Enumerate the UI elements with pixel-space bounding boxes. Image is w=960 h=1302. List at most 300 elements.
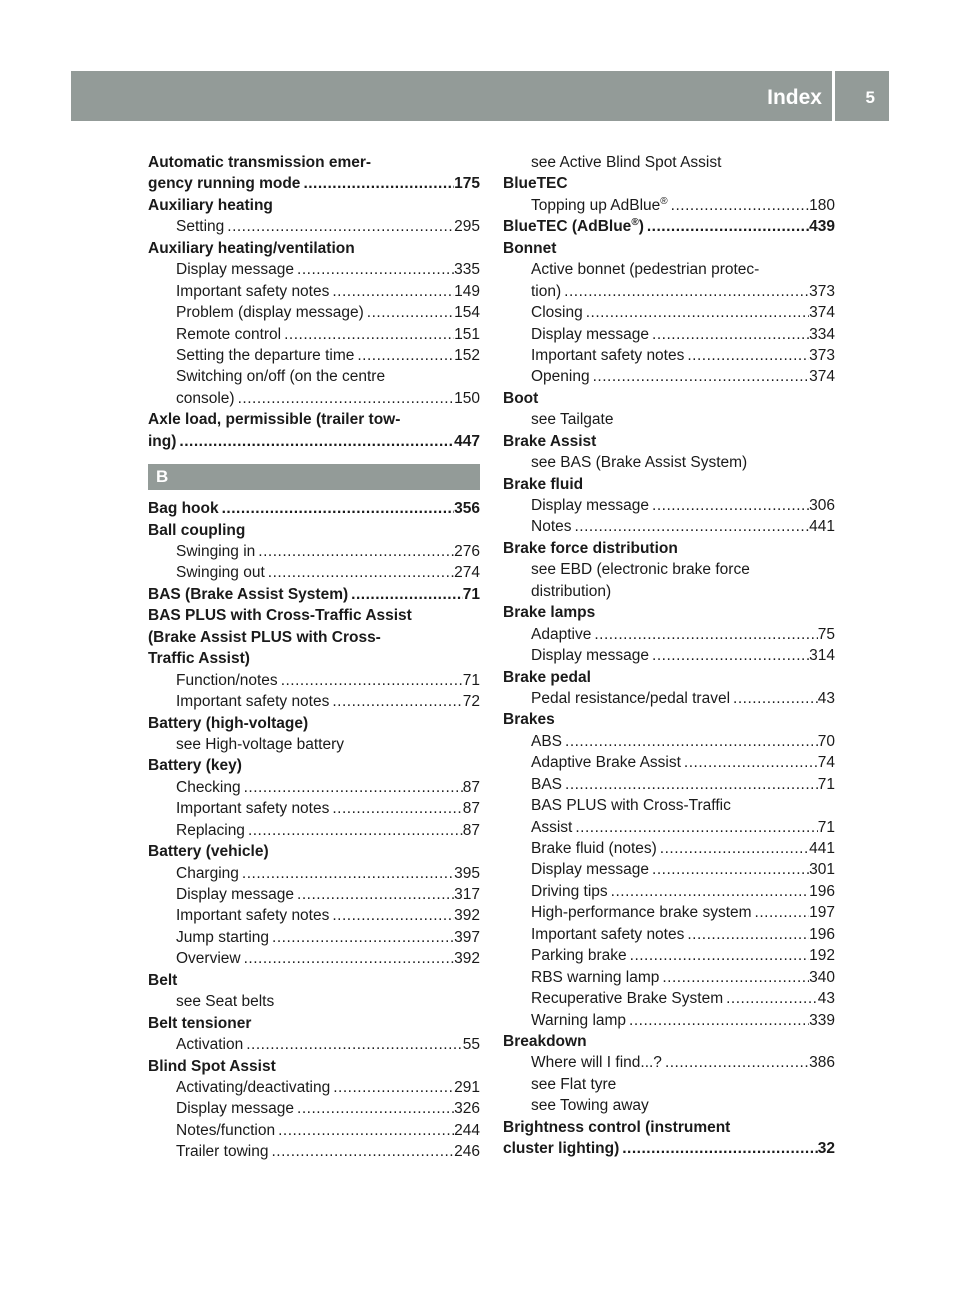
entry-text xyxy=(531,774,562,795)
index-subentry[interactable] xyxy=(503,688,835,709)
entry-label: Warning lamp xyxy=(531,1011,627,1029)
entry-label: Belt tensioner xyxy=(148,1014,252,1032)
index-subentry[interactable] xyxy=(503,516,835,537)
entry-text xyxy=(531,1052,662,1073)
index-subentry xyxy=(148,366,480,387)
entry-text xyxy=(531,195,668,216)
page-reference[interactable]: 340 xyxy=(809,968,835,986)
index-keyword xyxy=(148,841,480,862)
entry-text xyxy=(176,541,255,562)
index-subentry[interactable] xyxy=(503,838,835,859)
page-reference[interactable]: 301 xyxy=(809,861,835,879)
entry-label: see Seat belts xyxy=(176,993,275,1011)
entry-label: see Tailgate xyxy=(531,411,614,429)
index-keyword xyxy=(148,713,480,734)
index-subentry[interactable] xyxy=(148,216,480,237)
entry-text xyxy=(176,798,329,819)
entry-label: Display message xyxy=(531,325,650,343)
entry-text xyxy=(503,433,596,450)
dot-leader xyxy=(590,366,810,387)
index-keyword xyxy=(503,238,835,259)
entry-label: Remote control xyxy=(176,325,282,343)
dot-leader xyxy=(281,324,454,345)
index-keyword[interactable] xyxy=(148,498,480,519)
page-reference[interactable]: 439 xyxy=(809,218,835,236)
index-subentry[interactable] xyxy=(503,967,835,988)
page-reference[interactable]: 339 xyxy=(809,1011,835,1029)
page-reference[interactable]: 374 xyxy=(809,304,835,322)
entry-label: Setting the departure time xyxy=(176,346,355,364)
index-subentry[interactable] xyxy=(148,388,480,409)
index-subentry[interactable] xyxy=(503,752,835,773)
page-reference[interactable]: 151 xyxy=(454,325,480,343)
page-reference[interactable]: 334 xyxy=(809,325,835,343)
entry-text xyxy=(148,607,412,624)
page-reference[interactable]: 87 xyxy=(462,800,480,818)
entry-label: BlueTEC xyxy=(503,175,568,193)
dot-leader xyxy=(330,1077,454,1098)
entry-label: Notes xyxy=(531,518,572,536)
registered-mark: ® xyxy=(631,217,639,229)
index-keyword[interactable] xyxy=(503,216,835,237)
page-reference[interactable]: 447 xyxy=(454,432,480,450)
entry-text xyxy=(176,777,241,798)
dot-leader xyxy=(219,498,455,519)
entry-text xyxy=(531,1010,626,1031)
index-subentry xyxy=(503,581,835,602)
index-keyword xyxy=(148,970,480,991)
index-subentry[interactable] xyxy=(148,281,480,302)
entry-text xyxy=(176,820,245,841)
entry-label: Brightness control (instrument xyxy=(503,1118,731,1136)
entry-text xyxy=(503,711,555,728)
entry-label: Display message xyxy=(176,886,295,903)
index-subentry[interactable] xyxy=(503,345,835,366)
index-subentry[interactable] xyxy=(148,777,480,798)
entry-text xyxy=(531,1076,616,1093)
index-subentry[interactable] xyxy=(503,731,835,752)
index-subentry xyxy=(503,152,835,173)
page-reference[interactable]: 392 xyxy=(454,907,480,925)
page-reference[interactable]: 335 xyxy=(454,261,480,279)
entry-text xyxy=(176,1034,243,1055)
index-subentry xyxy=(503,1095,835,1116)
page-reference[interactable]: 197 xyxy=(809,904,835,922)
index-subentry[interactable] xyxy=(503,195,835,216)
entry-label: ing) xyxy=(148,432,177,450)
entry-label: Problem (display message) xyxy=(176,304,364,322)
entry-text xyxy=(176,670,278,691)
index-subentry[interactable] xyxy=(503,859,835,880)
entry-label: RBS warning lamp xyxy=(531,968,660,986)
page-reference[interactable]: 71 xyxy=(817,818,835,836)
page-reference[interactable]: 55 xyxy=(462,1036,480,1054)
page-reference[interactable]: 196 xyxy=(809,925,835,943)
entry-text xyxy=(148,843,269,860)
entry-label: Breakdown xyxy=(503,1032,587,1050)
dot-leader xyxy=(668,195,809,216)
index-subentry[interactable] xyxy=(503,817,835,838)
entry-label: console) xyxy=(176,389,235,407)
page-reference[interactable]: 276 xyxy=(454,543,480,560)
index-subentry xyxy=(503,259,835,280)
entry-label: Overview xyxy=(176,950,241,968)
index-subentry[interactable] xyxy=(503,881,835,902)
entry-label: Function/notes xyxy=(176,671,278,689)
page-reference[interactable]: 274 xyxy=(454,564,480,582)
page-title: Index xyxy=(767,86,822,109)
entry-text xyxy=(531,495,649,516)
page-reference[interactable]: 43 xyxy=(817,990,835,1008)
page-reference[interactable]: 87 xyxy=(462,821,480,839)
dot-leader xyxy=(255,541,454,562)
page-reference[interactable]: 246 xyxy=(454,1143,480,1161)
entry-label: see BAS (Brake Assist System) xyxy=(531,454,748,472)
index-subentry[interactable] xyxy=(148,905,480,926)
page-header xyxy=(71,71,889,121)
dot-leader xyxy=(294,1098,454,1119)
entry-label: Closing xyxy=(531,304,583,322)
entry-label: Activating/deactivating xyxy=(176,1078,331,1096)
entry-text xyxy=(176,216,224,237)
index-keyword xyxy=(148,1056,480,1077)
dot-leader xyxy=(591,624,817,645)
page-reference[interactable]: 441 xyxy=(809,518,835,536)
index-subentry[interactable] xyxy=(148,884,480,905)
entry-text xyxy=(503,216,644,237)
index-subentry[interactable] xyxy=(503,624,835,645)
entry-text xyxy=(176,1141,268,1162)
registered-mark: ® xyxy=(660,195,668,207)
entry-label: Recuperative Brake System xyxy=(531,990,724,1008)
entry-text xyxy=(531,967,659,988)
index-keyword xyxy=(503,709,835,730)
entry-text xyxy=(176,884,294,905)
index-subentry[interactable] xyxy=(503,645,835,666)
page-reference[interactable]: 397 xyxy=(454,928,480,946)
dot-leader xyxy=(269,927,454,948)
page-reference[interactable]: 395 xyxy=(454,864,480,882)
dot-leader xyxy=(752,902,810,923)
index-keyword xyxy=(148,409,480,430)
dot-leader xyxy=(649,324,809,345)
index-subentry[interactable] xyxy=(503,924,835,945)
index-subentry[interactable] xyxy=(148,1098,480,1119)
page-reference[interactable]: 43 xyxy=(817,689,835,707)
index-subentry[interactable] xyxy=(148,324,480,345)
index-keyword xyxy=(148,1013,480,1034)
dot-leader xyxy=(583,302,809,323)
dot-leader xyxy=(681,752,818,773)
page-reference[interactable]: 72 xyxy=(462,693,480,711)
dot-leader xyxy=(294,884,454,905)
entry-label: Battery (vehicle) xyxy=(148,843,269,861)
index-subentry[interactable] xyxy=(503,1010,835,1031)
page-reference[interactable]: 71 xyxy=(462,585,480,603)
index-subentry[interactable] xyxy=(148,541,480,562)
entry-text xyxy=(531,561,750,578)
page-reference[interactable]: 70 xyxy=(817,732,835,750)
index-keyword xyxy=(503,1031,835,1052)
page-reference[interactable]: 71 xyxy=(462,671,480,689)
page-reference[interactable]: 356 xyxy=(454,500,480,518)
index-keyword xyxy=(503,1117,835,1138)
page-reference[interactable]: 306 xyxy=(809,497,835,514)
page-reference[interactable]: 152 xyxy=(454,346,480,364)
entry-text xyxy=(531,688,730,709)
page-reference[interactable]: 373 xyxy=(809,346,835,364)
entry-label: Important safety notes xyxy=(531,925,685,943)
entry-label: Active bonnet (pedestrian protec- xyxy=(531,261,760,279)
entry-text xyxy=(531,797,731,814)
index-subentry[interactable] xyxy=(148,302,480,323)
entry-text xyxy=(503,175,568,192)
dot-leader xyxy=(329,281,454,302)
entry-text xyxy=(148,411,400,428)
index-subentry[interactable] xyxy=(148,820,480,841)
entry-label: see EBD (electronic brake force xyxy=(531,561,750,579)
index-keyword xyxy=(148,648,480,669)
entry-label: Brake lamps xyxy=(503,604,596,622)
page-reference[interactable]: 192 xyxy=(809,947,835,965)
entry-label: Blind Spot Assist xyxy=(148,1057,276,1075)
entry-text xyxy=(531,302,583,323)
entry-text xyxy=(148,629,381,646)
entry-text xyxy=(531,366,590,387)
page-reference[interactable]: 374 xyxy=(809,368,835,386)
page-reference[interactable]: 244 xyxy=(454,1121,480,1139)
page-reference[interactable]: 314 xyxy=(809,647,835,665)
index-subentry[interactable] xyxy=(148,1077,480,1098)
index-keyword xyxy=(503,474,835,495)
entry-text xyxy=(176,905,329,926)
dot-leader xyxy=(572,817,817,838)
entry-label: Swinging in xyxy=(176,543,256,560)
entry-text xyxy=(176,1098,294,1119)
index-keyword[interactable] xyxy=(503,1138,835,1159)
entry-label: Traffic Assist) xyxy=(148,650,250,668)
index-keyword xyxy=(503,538,835,559)
entry-text xyxy=(531,281,561,302)
entry-text xyxy=(148,972,177,989)
entry-text xyxy=(176,863,239,884)
entry-text xyxy=(176,302,364,323)
index-subentry xyxy=(148,734,480,755)
index-subentry[interactable] xyxy=(148,259,480,280)
index-subentry[interactable] xyxy=(148,1141,480,1162)
index-subentry[interactable] xyxy=(503,988,835,1009)
entry-label: Axle load, permissible (trailer tow- xyxy=(148,411,401,429)
entry-text xyxy=(148,1015,251,1032)
dot-leader xyxy=(649,859,809,880)
index-subentry[interactable] xyxy=(148,562,480,583)
entry-text xyxy=(503,540,678,557)
dot-leader xyxy=(627,945,809,966)
index-subentry[interactable] xyxy=(503,281,835,302)
index-subentry[interactable] xyxy=(148,927,480,948)
index-subentry[interactable] xyxy=(503,902,835,923)
index-subentry[interactable] xyxy=(148,345,480,366)
entry-text xyxy=(148,715,308,732)
index-subentry[interactable] xyxy=(503,774,835,795)
index-subentry[interactable] xyxy=(503,1052,835,1073)
entry-label: Display message xyxy=(176,261,295,279)
entry-label: BAS PLUS with Cross-Traffic xyxy=(531,797,731,815)
page-reference[interactable]: 74 xyxy=(817,754,835,772)
index-subentry xyxy=(503,409,835,430)
dot-leader xyxy=(241,777,463,798)
entry-text xyxy=(176,562,265,583)
index-subentry[interactable] xyxy=(148,798,480,819)
entry-label: Brake fluid (notes) xyxy=(531,840,657,857)
dot-leader xyxy=(684,345,809,366)
index-subentry[interactable] xyxy=(148,1120,480,1141)
entry-label: Adaptive xyxy=(531,625,592,643)
entry-text xyxy=(176,281,329,302)
dot-leader xyxy=(649,645,809,666)
entry-label: Auxiliary heating xyxy=(148,196,273,214)
page-reference[interactable]: 150 xyxy=(454,389,480,407)
index-subentry[interactable] xyxy=(148,863,480,884)
entry-label: Opening xyxy=(531,368,590,386)
page-reference[interactable]: 87 xyxy=(462,778,480,796)
index-subentry xyxy=(148,991,480,1012)
entry-label: distribution) xyxy=(531,582,612,600)
entry-text xyxy=(148,650,250,667)
entry-text xyxy=(148,498,219,519)
entry-label: Display message xyxy=(531,647,650,665)
entry-label: Display message xyxy=(531,497,650,514)
index-keyword[interactable] xyxy=(148,431,480,452)
page-reference[interactable]: 175 xyxy=(454,175,480,193)
page-reference[interactable]: 75 xyxy=(817,625,835,643)
dot-leader xyxy=(662,1052,809,1073)
dot-leader xyxy=(300,173,454,194)
dot-leader xyxy=(657,838,809,859)
entry-label: Ball coupling xyxy=(148,521,246,539)
entry-text xyxy=(176,345,354,366)
entry-text xyxy=(148,197,273,214)
entry-text xyxy=(531,345,684,366)
entry-text xyxy=(148,240,355,257)
index-keyword xyxy=(148,755,480,776)
index-subentry[interactable] xyxy=(148,691,480,712)
entry-text xyxy=(531,411,613,428)
entry-label: Parking brake xyxy=(531,947,627,965)
entry-label: Driving tips xyxy=(531,882,608,900)
index-subentry[interactable] xyxy=(503,945,835,966)
page-reference[interactable]: 291 xyxy=(454,1078,480,1096)
dot-leader xyxy=(243,1034,463,1055)
page-reference[interactable]: 373 xyxy=(809,282,835,300)
entry-text xyxy=(176,368,385,385)
dot-leader xyxy=(275,1120,454,1141)
index-keyword xyxy=(148,152,480,173)
dot-leader xyxy=(723,988,818,1009)
entry-label: Display message xyxy=(531,861,650,879)
index-keyword xyxy=(148,520,480,541)
entry-label: Pedal resistance/pedal travel xyxy=(531,689,731,707)
entry-label: Important safety notes xyxy=(176,907,330,925)
index-keyword xyxy=(503,388,835,409)
entry-label-suffix: ) xyxy=(638,218,644,236)
entry-text xyxy=(503,604,595,621)
entry-text xyxy=(503,669,591,686)
page-reference[interactable]: 317 xyxy=(454,886,480,903)
entry-label: cluster lighting) xyxy=(503,1140,620,1158)
entry-text xyxy=(531,838,657,859)
entry-text xyxy=(176,927,269,948)
entry-text xyxy=(148,584,348,605)
entry-text xyxy=(176,1120,275,1141)
index-keyword xyxy=(148,238,480,259)
page-reference[interactable]: 326 xyxy=(454,1100,480,1118)
dot-leader xyxy=(562,731,818,752)
page-reference[interactable]: 295 xyxy=(454,218,480,236)
dot-leader xyxy=(684,924,809,945)
entry-text xyxy=(176,948,241,969)
index-subentry xyxy=(503,559,835,580)
index-subentry[interactable] xyxy=(503,324,835,345)
page-reference[interactable]: 392 xyxy=(454,950,480,968)
page-reference[interactable]: 180 xyxy=(809,196,835,214)
dot-leader xyxy=(329,691,462,712)
dot-leader xyxy=(562,774,818,795)
entry-label: Brake fluid xyxy=(503,475,584,493)
entry-label: BAS xyxy=(531,775,563,793)
entry-label: Where will I find...? xyxy=(531,1054,662,1072)
entry-text xyxy=(503,240,556,257)
entry-label: ABS xyxy=(531,732,563,750)
index-subentry[interactable] xyxy=(148,948,480,969)
dot-leader xyxy=(268,1141,454,1162)
entry-label: Setting xyxy=(176,218,225,236)
entry-label: Auxiliary heating/ventilation xyxy=(148,239,355,257)
entry-text xyxy=(531,454,747,471)
index-subentry[interactable] xyxy=(148,1034,480,1055)
entry-label: Bonnet xyxy=(503,239,557,257)
page-reference[interactable]: 196 xyxy=(809,882,835,900)
entry-text xyxy=(148,1058,276,1075)
entry-text xyxy=(531,902,752,923)
entry-text xyxy=(148,431,176,452)
index-subentry[interactable] xyxy=(503,495,835,516)
entry-label: Jump starting xyxy=(176,928,270,946)
page-reference[interactable]: 154 xyxy=(454,304,480,322)
index-subentry[interactable] xyxy=(503,302,835,323)
entry-label: Assist xyxy=(531,818,573,836)
entry-text xyxy=(176,736,344,753)
entry-label: Brake pedal xyxy=(503,668,591,686)
dot-leader xyxy=(561,281,809,302)
entry-label: Important safety notes xyxy=(176,282,330,300)
index-keyword[interactable] xyxy=(148,584,480,605)
dot-leader xyxy=(224,216,454,237)
entry-text xyxy=(531,817,572,838)
page-reference[interactable]: 441 xyxy=(809,840,835,857)
entry-text xyxy=(176,324,281,345)
page-reference[interactable]: 386 xyxy=(809,1054,835,1072)
page-reference[interactable]: 149 xyxy=(454,282,480,300)
index-subentry[interactable] xyxy=(148,670,480,691)
index-keyword xyxy=(503,431,835,452)
page-reference[interactable]: 32 xyxy=(817,1140,835,1158)
index-keyword[interactable] xyxy=(148,173,480,194)
page-reference[interactable]: 71 xyxy=(817,775,835,793)
index-subentry[interactable] xyxy=(503,366,835,387)
entry-label: see Towing away xyxy=(531,1097,649,1115)
index-keyword xyxy=(148,195,480,216)
